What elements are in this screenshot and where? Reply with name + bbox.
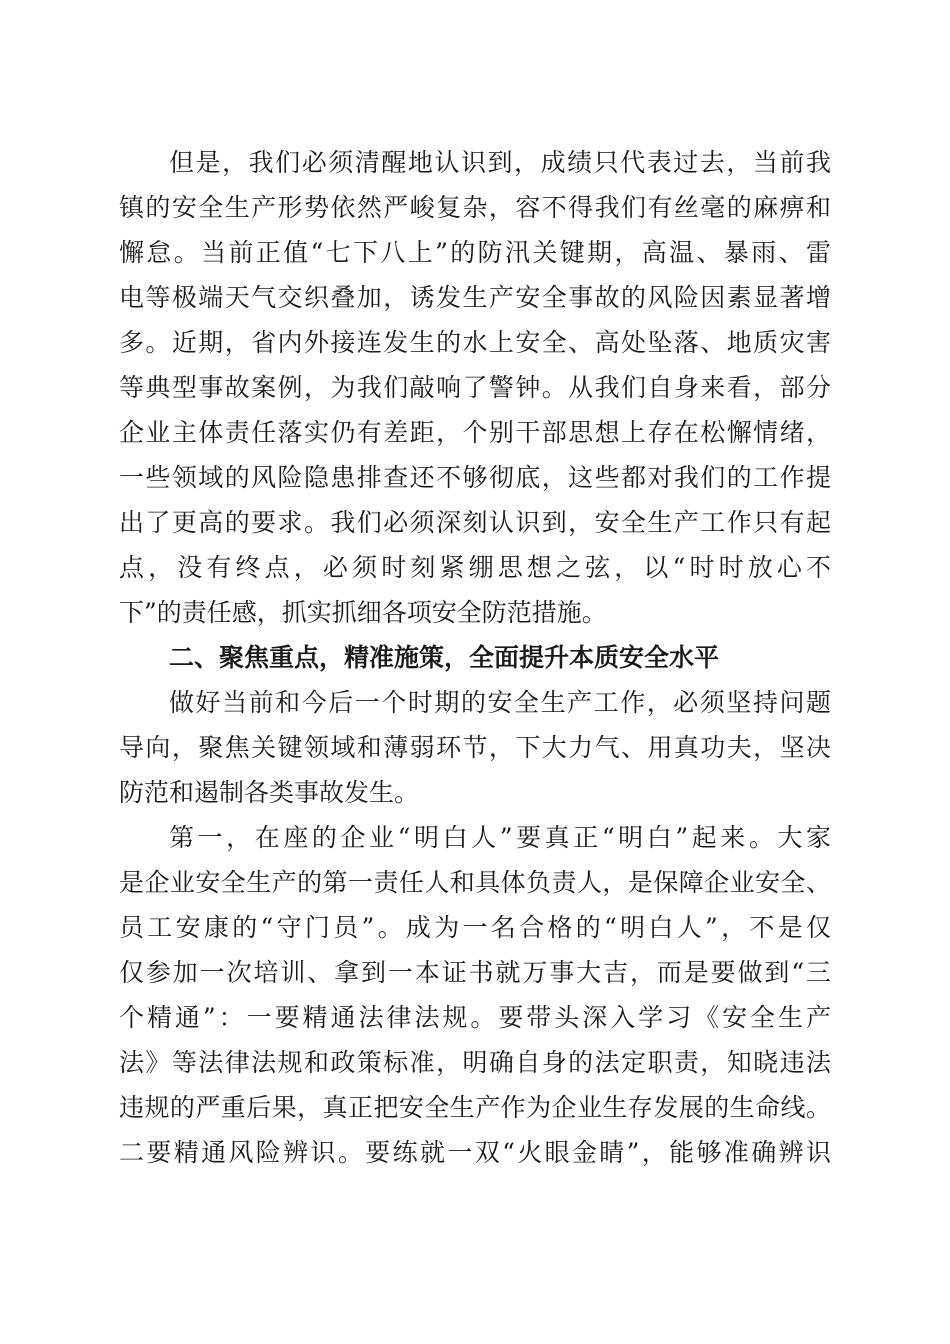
paragraph-line: 电等极端天气交织叠加，诱发生产安全事故的风险因素显著增 bbox=[119, 283, 831, 312]
section-heading: 二、聚焦重点，精准施策，全面提升本质安全水平 bbox=[169, 643, 720, 672]
paragraph-line: 仅参加一次培训、拿到一本证书就万事大吉，而是要做到“三 bbox=[119, 958, 831, 987]
paragraph-line: 员工安康的“守门员”。成为一名合格的“明白人”，不是仅 bbox=[119, 913, 831, 942]
paragraph-line: 懈怠。当前正值“七下八上”的防汛关键期，高温、暴雨、雷 bbox=[119, 238, 831, 267]
paragraph-line: 违规的严重后果，真正把安全生产作为企业生存发展的生命线。 bbox=[119, 1093, 831, 1122]
paragraph-line: 个精通”：一要精通法律法规。要带头深入学习《安全生产 bbox=[119, 1003, 831, 1032]
paragraph-line: 是企业安全生产的第一责任人和具体负责人，是保障企业安全、 bbox=[119, 868, 831, 897]
paragraph-line: 镇的安全生产形势依然严峻复杂，容不得我们有丝毫的麻痹和 bbox=[119, 193, 831, 222]
paragraph-line: 一些领域的风险隐患排查还不够彻底，这些都对我们的工作提 bbox=[119, 463, 831, 492]
paragraph-line: 第一，在座的企业“明白人”要真正“明白”起来。大家 bbox=[169, 823, 831, 852]
paragraph-line: 多。近期，省内外接连发生的水上安全、高处坠落、地质灾害 bbox=[119, 328, 831, 357]
paragraph-line: 防范和遏制各类事故发生。 bbox=[119, 778, 420, 807]
paragraph-line: 导向，聚焦关键领域和薄弱环节，下大力气、用真功夫，坚决 bbox=[119, 733, 831, 762]
paragraph-line: 但是，我们必须清醒地认识到，成绩只代表过去，当前我 bbox=[169, 148, 831, 177]
paragraph-line: 出了更高的要求。我们必须深刻认识到，安全生产工作只有起 bbox=[119, 508, 831, 537]
paragraph-line: 二要精通风险辨识。要练就一双“火眼金睛”，能够准确辨识 bbox=[119, 1138, 831, 1167]
paragraph-line: 企业主体责任落实仍有差距，个别干部思想上存在松懈情绪， bbox=[119, 418, 831, 447]
paragraph-line: 法》等法律法规和政策标准，明确自身的法定职责，知晓违法 bbox=[119, 1048, 831, 1077]
paragraph-line: 做好当前和今后一个时期的安全生产工作，必须坚持问题 bbox=[169, 688, 831, 717]
paragraph-line: 下”的责任感，抓实抓细各项安全防范措施。 bbox=[119, 598, 607, 627]
paragraph-line: 等典型事故案例，为我们敲响了警钟。从我们自身来看，部分 bbox=[119, 373, 831, 402]
paragraph-line: 点，没有终点，必须时刻紧绷思想之弦，以“时时放心不 bbox=[119, 553, 831, 582]
